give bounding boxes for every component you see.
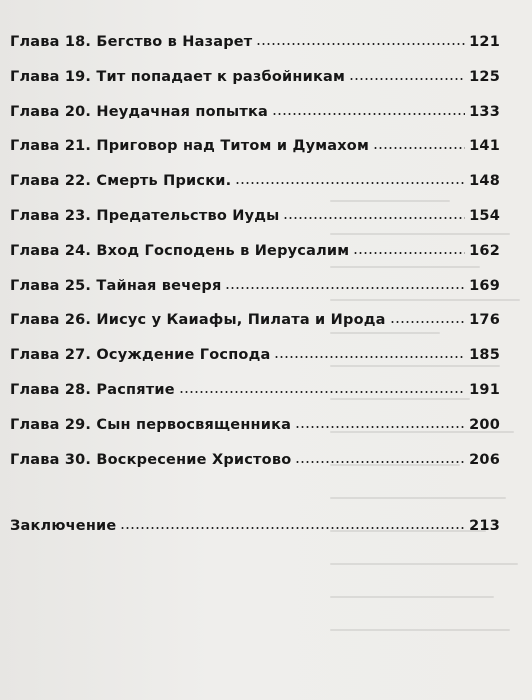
page-number: 141 (469, 138, 500, 155)
chapter-title: Сын первосвященника (96, 416, 292, 433)
page-number: 121 (469, 34, 500, 50)
dot-leader (272, 113, 465, 115)
toc-entry[interactable] (10, 69, 500, 104)
chapter-title: Осуждение Господа (96, 347, 271, 364)
dot-leader (353, 252, 465, 254)
chapter-title: Бегство в Назарет (96, 34, 253, 50)
page-number: 185 (469, 347, 500, 364)
dot-leader (373, 147, 465, 149)
toc-entry-conclusion[interactable] (10, 518, 500, 553)
page-number: 191 (469, 381, 500, 398)
chapter-title: Неудачная попытка (96, 103, 268, 120)
page-number: 206 (469, 451, 500, 468)
chapter-title: Иисус у Каиафы, Пилата и Ирода (96, 312, 386, 329)
dot-leader (295, 426, 465, 428)
toc-entry[interactable] (10, 138, 500, 173)
page-number: 176 (469, 312, 500, 329)
toc-entry[interactable] (10, 34, 500, 69)
toc-entry[interactable] (10, 452, 500, 487)
page-number: 125 (469, 68, 500, 85)
toc-entry[interactable] (10, 173, 500, 208)
page-number: 169 (469, 277, 500, 294)
page-number: 133 (469, 103, 500, 120)
chapter-title: Воскресение Христово (96, 451, 292, 468)
chapter-title: Приговор над Титом и Думахом (96, 138, 370, 155)
chapter-number: Глава 24. (10, 242, 92, 259)
chapter-number: Глава 22. (10, 173, 92, 190)
chapter-number: Глава 29. (10, 416, 92, 433)
toc-entry[interactable] (10, 347, 500, 382)
page-number: 200 (469, 416, 500, 433)
chapter-number: Глава 20. (10, 103, 92, 120)
chapter-number: Глава 27. (10, 347, 92, 364)
dot-leader (256, 43, 465, 45)
chapter-number: Глава 23. (10, 207, 92, 224)
page-number: 154 (469, 207, 500, 224)
page-number: 162 (469, 242, 500, 259)
page-number: 148 (469, 173, 500, 190)
chapter-number: Глава 30. (10, 451, 92, 468)
dot-leader (349, 78, 465, 80)
chapter-number: Глава 19. (10, 68, 92, 85)
toc-entry[interactable] (10, 417, 500, 452)
chapter-number: Глава 28. (10, 381, 92, 398)
dot-leader (179, 391, 465, 393)
dot-leader (283, 217, 465, 219)
chapter-number: Глава 25. (10, 277, 92, 294)
chapter-number: Глава 18. (10, 34, 92, 50)
conclusion-title: Заключение (10, 518, 117, 535)
toc-entry[interactable] (10, 382, 500, 417)
chapter-number: Глава 21. (10, 138, 92, 155)
table-of-contents (10, 34, 500, 553)
page-number: 213 (469, 518, 500, 535)
dot-leader (235, 182, 465, 184)
dot-leader (274, 356, 465, 358)
dot-leader (120, 527, 465, 529)
toc-entry[interactable] (10, 278, 500, 313)
toc-entry[interactable] (10, 312, 500, 347)
toc-entry[interactable] (10, 104, 500, 139)
chapter-number: Глава 26. (10, 312, 92, 329)
chapter-title: Смерть Приски. (96, 173, 232, 190)
toc-entry[interactable] (10, 208, 500, 243)
dot-leader (225, 287, 465, 289)
chapter-title: Вход Господень в Иерусалим (96, 242, 350, 259)
chapter-title: Тит попадает к разбойникам (96, 68, 346, 85)
dot-leader (295, 461, 465, 463)
dot-leader (390, 321, 465, 323)
chapter-title: Тайная вечеря (96, 277, 222, 294)
chapter-title: Распятие (96, 381, 175, 398)
chapter-title: Предательство Иуды (96, 207, 280, 224)
toc-entry[interactable] (10, 243, 500, 278)
